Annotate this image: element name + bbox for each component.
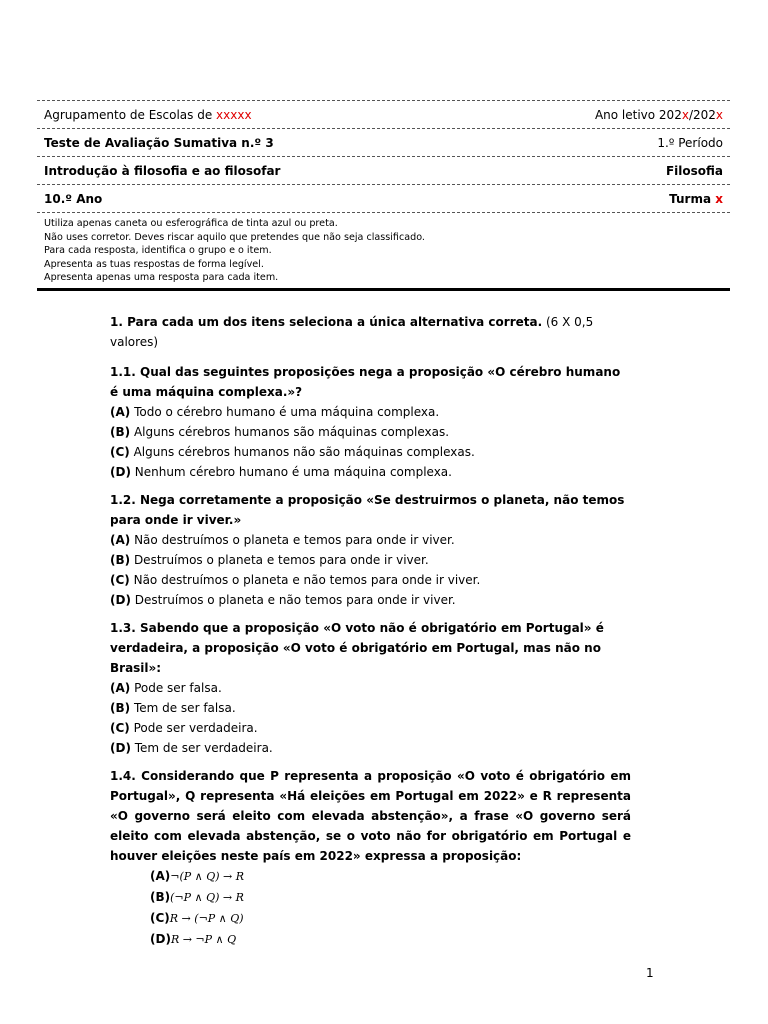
class-field (669, 192, 723, 206)
instruction-line: Utiliza apenas caneta ou esferográfica de tinta azul ou preta. (44, 218, 338, 229)
year-prefix: Ano letivo 202 (594, 107, 682, 122)
formula: (¬P ∧ Q) → R (170, 891, 244, 904)
option-label: (B) (110, 701, 131, 715)
option-a (110, 530, 631, 550)
option-a (110, 678, 631, 698)
subject: Filosofia (665, 163, 723, 178)
option-d (110, 738, 631, 758)
formula: R → ¬P ∧ Q (170, 933, 237, 946)
class-value: x (715, 191, 723, 206)
period: 1.º Período (657, 135, 723, 150)
option-text: Nenhum cérebro humano é uma máquina complexa. (130, 465, 452, 479)
option-b (110, 422, 631, 442)
school-prefix: Agrupamento de Escolas de (44, 107, 217, 122)
option-text: Tem de ser verdadeira. (130, 741, 273, 755)
instruction-line: Não uses corretor. Deves riscar aquilo que pretendes que não seja classificado. (44, 231, 425, 243)
option-d (110, 462, 631, 482)
section-points: (6 X 0,5 valores) (110, 315, 594, 349)
option-text: Tem de ser falsa. (130, 701, 236, 715)
option-text: Destruímos o planeta e não temos para onde ir viver. (130, 593, 456, 607)
option-b (150, 887, 631, 908)
class-label: Turma (669, 191, 716, 206)
option-label: (A) (110, 533, 131, 547)
question-1-3 (110, 618, 631, 758)
formula: R → (¬P ∧ Q) (169, 912, 244, 925)
option-label: (C) (110, 721, 130, 735)
option-text: Alguns cérebros humanos não são máquinas complexas. (129, 445, 475, 459)
section-title-text: 1. Para cada um dos itens seleciona a única alternativa correta. (110, 315, 543, 329)
test-title: Teste de Avaliação Sumativa n.º 3 (44, 135, 274, 150)
option-label: (C) (110, 573, 130, 587)
option-label: (B) (150, 890, 171, 904)
option-text: Pode ser verdadeira. (129, 721, 258, 735)
option-label: (D) (150, 932, 171, 946)
question-stem: 1.3. Sabendo que a proposição «O voto não é obrigatório em Portugal» é verdadeira, a proposição «O voto é obrigatório em Portugal, mas não no Brasil»: (110, 621, 604, 675)
option-a (110, 402, 631, 422)
year-x2: x (715, 107, 723, 122)
year-x1: x (681, 107, 689, 122)
option-b (110, 550, 631, 570)
option-label: (D) (110, 593, 131, 607)
option-label: (B) (110, 425, 131, 439)
option-b (110, 698, 631, 718)
header-row-test (37, 128, 730, 156)
option-c (110, 442, 631, 462)
option-d (110, 590, 631, 610)
topic: Introdução à filosofia e ao filosofar (44, 163, 281, 178)
page-number: 1 (646, 966, 654, 980)
option-label: (A) (150, 869, 171, 883)
option-c (150, 908, 631, 929)
question-1-1 (110, 362, 631, 482)
option-label: (A) (110, 681, 131, 695)
school-line (44, 108, 252, 122)
option-a (150, 866, 631, 887)
document-header (37, 100, 730, 291)
question-stem: 1.1. Qual das seguintes proposições nega a proposição «O cérebro humano é uma máquina complexa.»? (110, 365, 621, 399)
option-text: Todo o cérebro humano é uma máquina complexa. (130, 405, 440, 419)
question-1-2 (110, 490, 631, 610)
school-name: xxxxx (216, 107, 252, 122)
option-label: (D) (110, 465, 131, 479)
option-label: (C) (110, 445, 130, 459)
option-text: Alguns cérebros humanos são máquinas complexas. (130, 425, 450, 439)
option-label: (A) (110, 405, 131, 419)
option-text: Destruímos o planeta e temos para onde ir viver. (130, 553, 429, 567)
question-stem: 1.4. Considerando que P representa a proposição «O voto é obrigatório em Portugal», Q representa «Há eleições em Portugal em 2022» e R representa «O governo será eleito com elevada abstenção», a frase «O governo será eleito com elevada abstenção, se o voto não for obrigatório em Portugal e houver eleições neste país em 2022» expressa a proposição: (110, 769, 631, 863)
option-text: Não destruímos o planeta e temos para onde ir viver. (130, 533, 455, 547)
option-label: (B) (110, 553, 131, 567)
option-label: (C) (150, 911, 170, 925)
question-1-4 (110, 766, 631, 950)
section-title (110, 312, 631, 352)
option-c (110, 718, 631, 738)
option-text: Pode ser falsa. (130, 681, 222, 695)
school-year (595, 108, 723, 122)
option-label: (D) (110, 741, 131, 755)
option-text: Não destruímos o planeta e não temos para onde ir viver. (129, 573, 481, 587)
instructions-box (37, 212, 730, 291)
year-mid: /202 (688, 107, 716, 122)
instruction-line: Para cada resposta, identifica o grupo e o item. (44, 245, 272, 256)
option-c (110, 570, 631, 590)
instruction-line: Apresenta as tuas respostas de forma legível. (44, 258, 264, 270)
exam-content (110, 312, 631, 958)
option-d (150, 929, 631, 950)
header-row-grade (37, 184, 730, 212)
formula: ¬(P ∧ Q) → R (170, 870, 245, 883)
header-row-topic (37, 156, 730, 184)
grade: 10.º Ano (44, 191, 103, 206)
header-row-school (37, 100, 730, 128)
question-stem: 1.2. Nega corretamente a proposição «Se destruirmos o planeta, não temos para onde ir viver.» (110, 493, 625, 527)
instruction-line: Apresenta apenas uma resposta para cada item. (44, 272, 279, 283)
